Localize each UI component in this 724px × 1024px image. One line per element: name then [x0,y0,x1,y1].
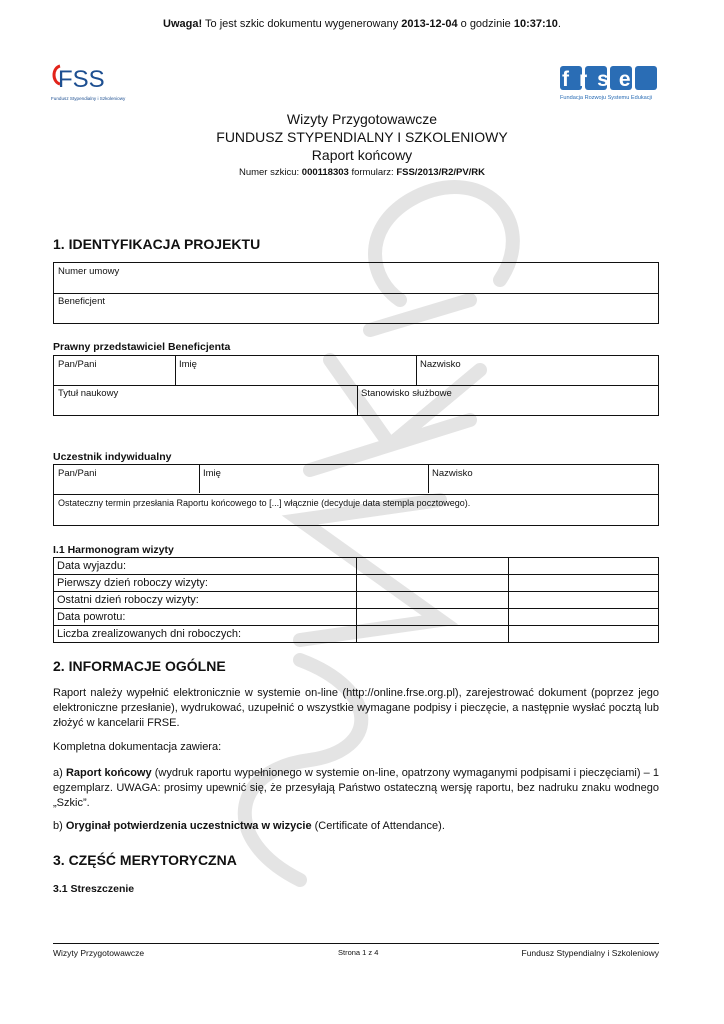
documentation-item-b [53,819,659,834]
frse-logo-subtext: Fundacja Rozwoju Systemu Edukacji [560,95,653,101]
notice-text: To jest szkic dokumentu wygenerowany [205,18,399,30]
notice-date: 2013-12-04 [401,18,458,30]
form-label: formularz: [351,167,394,178]
item-b-text: (Certificate of Attendance). [314,820,445,832]
section-1-title: 1. IDENTYFIKACJA PROJEKTU [53,236,261,252]
notice-text-2: o godzinie [460,18,511,30]
field-participant-first-name[interactable]: Imię [203,468,221,479]
footer-right: Fundusz Stypendialny i Szkoleniowy [521,948,659,958]
frse-logo-text: frse [562,68,641,91]
draft-info [0,167,724,178]
schedule-table [53,557,659,643]
schedule-label: Pierwszy dzień roboczy wizyty: [54,575,357,592]
page-footer [53,943,659,958]
schedule-label: Ostatni dzień roboczy wizyty: [54,592,357,609]
documentation-intro: Kompletna dokumentacja zawiera: [53,741,222,753]
field-beneficiary[interactable]: Beneficjent [58,296,106,307]
item-b-marker: b) [53,820,63,832]
schedule-label: Liczba zrealizowanych dni roboczych: [54,626,357,643]
schedule-label: Data wyjazdu: [54,558,357,575]
representative-box [53,355,659,416]
draft-label: Numer szkicu: [238,167,300,178]
header-program: Wizyty Przygotowawcze [286,111,438,127]
summary-subtitle: 3.1 Streszczenie [53,883,135,895]
project-id-box [53,262,659,324]
field-rep-last-name[interactable]: Nazwisko [420,359,461,370]
documentation-item-a [53,766,659,811]
schedule-value[interactable] [509,558,659,575]
schedule-value[interactable] [357,558,509,575]
fss-logo-text: FSS [58,66,105,93]
draft-notice [0,18,724,30]
section-3-title: 3. CZĘŚĆ MERYTORYCZNA [53,852,237,868]
schedule-title: I.1 Harmonogram wizyty [53,544,174,556]
schedule-value[interactable] [357,575,509,592]
page-number: Strona 1 z 4 [338,948,379,957]
field-rep-degree[interactable]: Tytuł naukowy [58,388,119,399]
item-a-title: Raport końcowy [65,767,152,779]
general-info-paragraph: Raport należy wypełnić elektronicznie w systemie on-line (http://online.frse.org.pl), zarejestrować dokument (poprzez jego elektroniczne przesłanie), wydrukować, uzupełnić o wszystkie wymagane podpisy i pieczęcie, a następnie wysłać pocztą lub złożyć w kancelarii FRSE. [53,687,659,729]
schedule-value[interactable] [357,592,509,609]
schedule-value[interactable] [509,626,659,643]
field-rep-position[interactable]: Stanowisko służbowe [361,388,452,399]
table-row [54,575,659,592]
document-header [0,110,724,178]
fss-logo [50,60,130,106]
table-row [54,558,659,575]
schedule-value[interactable] [509,592,659,609]
participant-box [53,464,659,526]
schedule-value[interactable] [357,626,509,643]
fss-logo-mark [50,60,130,106]
footer-left: Wizyty Przygotowawcze [53,948,145,958]
item-a-marker: a) [53,767,63,779]
schedule-value[interactable] [357,609,509,626]
deadline-note: Ostateczny termin przesłania Raportu końcowego to [...] włącznie (decyduje data stempla pocztowego). [58,498,471,508]
notice-prefix: Uwaga! [163,18,203,30]
field-participant-title[interactable]: Pan/Pani [58,468,97,479]
frse-logo [560,64,660,104]
schedule-label: Data powrotu: [54,609,357,626]
header-report-type: Raport końcowy [311,147,413,163]
notice-time: 10:37:10 [513,18,558,30]
table-row [54,592,659,609]
item-b-title: Oryginał potwierdzenia uczestnictwa w wizycie [65,820,312,832]
fss-logo-subtext: Fundusz Stypendialny i Szkoleniowy [51,96,126,101]
table-row [54,609,659,626]
section-2-title: 2. INFORMACJE OGÓLNE [53,658,226,674]
header-fund: FUNDUSZ STYPENDIALNY I SZKOLENIOWY [216,129,508,145]
field-contract-number[interactable]: Numer umowy [58,266,120,277]
representative-title: Prawny przedstawiciel Beneficjenta [53,341,231,353]
field-rep-title[interactable]: Pan/Pani [58,359,97,370]
frse-logo-mark [560,64,660,104]
schedule-value[interactable] [509,609,659,626]
field-rep-first-name[interactable]: Imię [179,359,197,370]
schedule-value[interactable] [509,575,659,592]
notice-suffix: . [557,18,561,30]
draft-number: 000118303 [301,167,349,178]
form-code: FSS/2013/R2/PV/RK [396,167,486,178]
item-a-text: (wydruk raportu wypełnionego w systemie on-line, opatrzony wymaganymi podpisami i pieczęciami) – 1 egzemplarz. UWAGA: prosimy upewnić się, że przesyłają Państwo ostateczną wersję raportu, bez nadruku znaku wodnego „Szkic”. [53,767,660,809]
table-row [54,626,659,643]
field-participant-last-name[interactable]: Nazwisko [432,468,473,479]
participant-title: Uczestnik indywidualny [53,451,172,463]
